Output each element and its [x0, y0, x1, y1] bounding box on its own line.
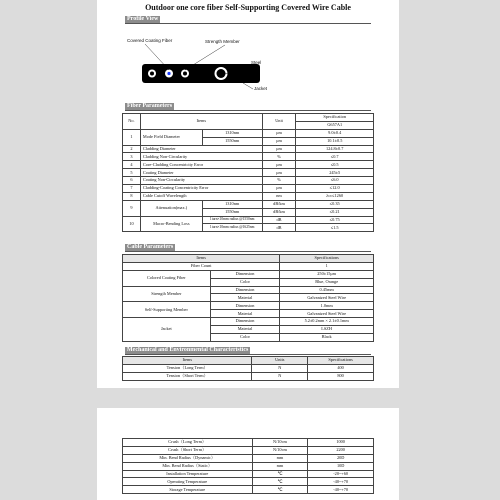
row-no: 3 — [123, 153, 141, 161]
row-no: 10 — [123, 216, 141, 232]
row-no: 4 — [123, 161, 141, 169]
row-spec: ≤0.35 — [296, 200, 374, 208]
row-unit: dB — [262, 224, 296, 232]
row-unit: N — [252, 372, 308, 380]
table-row — [123, 318, 374, 326]
row-spec: LSZH — [280, 326, 374, 334]
group-name: Strength Member — [123, 286, 211, 302]
row-item: Cladding Diameter — [140, 145, 262, 153]
row-spec: -40~+70 — [308, 478, 374, 486]
row-spec: 250±15μm — [280, 270, 374, 278]
document-page-2 — [97, 408, 399, 500]
row-spec: 1.0mm — [280, 302, 374, 310]
row-unit: μm — [262, 161, 296, 169]
row-sub: 1turn×10mm radius @1625nm — [202, 224, 262, 232]
row-key: Color — [210, 333, 280, 341]
row-key: Dimension — [210, 318, 280, 326]
header-items: Items — [123, 255, 280, 263]
row-unit: dB/km — [262, 208, 296, 216]
table-row — [123, 200, 374, 208]
row-spec: Galvanized Steel Wire — [280, 294, 374, 302]
row-item: Tension（Long Term） — [123, 364, 252, 372]
label-steel: Steel — [251, 60, 262, 65]
row-unit: ℃ — [252, 470, 308, 478]
table-row — [123, 286, 374, 294]
header-g657a1: G657A1 — [296, 121, 374, 129]
row-item: Core-Cladding Concentricity Error — [140, 161, 262, 169]
row-item: Storage Temperature — [123, 486, 253, 494]
row-spec: ≤0.75 — [296, 216, 374, 224]
document-title: Outdoor one core fiber Self-Supporting Covered Wire Cable — [145, 3, 351, 12]
row-unit: N/10cm — [252, 446, 308, 454]
row-spec: ≤1.5 — [296, 224, 374, 232]
table-row — [123, 470, 374, 478]
row-no: 9 — [123, 200, 141, 216]
row-item: Coating Diameter — [140, 169, 262, 177]
row-spec: -20~+60 — [308, 470, 374, 478]
row-item: Min. Bend Radius（Static） — [123, 462, 253, 470]
table-row — [123, 364, 374, 372]
row-spec: ≤0.21 — [296, 208, 374, 216]
section-fiber-parameters: Fiber Parameters — [127, 103, 173, 109]
row-unit: % — [262, 153, 296, 161]
table-row — [123, 177, 374, 185]
table-row — [123, 270, 374, 278]
row-unit: nm — [262, 192, 296, 200]
group-name: Self-Supporting Member — [123, 302, 211, 318]
table-row — [123, 478, 374, 486]
header-no: No. — [123, 114, 141, 130]
row-spec: 1000 — [308, 439, 374, 447]
row-key: Color — [210, 278, 280, 286]
mechanical-table — [122, 356, 374, 381]
header-specification: Specification — [296, 114, 374, 122]
group-name: Jacket — [123, 318, 211, 342]
table-row — [123, 262, 374, 270]
cable-parameters-table — [122, 254, 374, 342]
table-row — [123, 145, 374, 153]
row-spec: 9.0±0.4 — [296, 129, 374, 137]
header-unit: Unit — [262, 114, 296, 130]
row-no: 1 — [123, 129, 141, 145]
table-row — [123, 185, 374, 193]
row-unit: ℃ — [252, 486, 308, 494]
row-spec: Blue, Orange — [280, 278, 374, 286]
row-unit: mm — [252, 454, 308, 462]
row-spec: λcc≤1260 — [296, 192, 374, 200]
row-spec: 0.45mm — [280, 286, 374, 294]
row-item: Crush（Long Term） — [123, 439, 253, 447]
table-row — [123, 302, 374, 310]
table-row — [123, 216, 374, 224]
row-item: Fiber Count — [123, 262, 280, 270]
header-specifications: Specifications — [280, 255, 374, 263]
row-spec: 20D — [308, 454, 374, 462]
row-no: 5 — [123, 169, 141, 177]
table-row — [123, 372, 374, 380]
row-item: Min. Bend Radius（Dynamic） — [123, 454, 253, 462]
row-item: Operating Temperature — [123, 478, 253, 486]
label-covered-coating-fiber: Covered Coating Fiber — [127, 38, 173, 43]
row-spec: ≤0.5 — [296, 161, 374, 169]
row-unit: N/10cm — [252, 439, 308, 447]
row-unit: % — [262, 177, 296, 185]
row-spec: ≤0.7 — [296, 153, 374, 161]
table-row — [123, 462, 374, 470]
row-key: Dimension — [210, 302, 280, 310]
section-divider — [125, 110, 371, 111]
row-spec: 10D — [308, 462, 374, 470]
row-unit: dB — [262, 216, 296, 224]
row-spec: 124.8±0.7 — [296, 145, 374, 153]
row-key: Material — [210, 310, 280, 318]
cable-profile-diagram — [125, 34, 275, 94]
table-row — [123, 446, 374, 454]
header-items: Items — [140, 114, 262, 130]
row-no: 2 — [123, 145, 141, 153]
row-no: 8 — [123, 192, 141, 200]
section-divider — [125, 23, 371, 24]
table-row — [123, 161, 374, 169]
row-unit: N — [252, 364, 308, 372]
row-unit: μm — [262, 169, 296, 177]
row-item: Cable Cutoff Wavelength — [140, 192, 262, 200]
table-row — [123, 129, 374, 137]
row-item: Tension（Short Term） — [123, 372, 252, 380]
table-row — [123, 454, 374, 462]
table-row — [123, 169, 374, 177]
label-strength-member: Strength Member — [205, 39, 240, 44]
row-key: Material — [210, 326, 280, 334]
row-unit: μm — [262, 137, 296, 145]
row-sub: 1550nm — [202, 137, 262, 145]
table-row — [123, 439, 374, 447]
row-unit: dB/km — [262, 200, 296, 208]
section-mechanical-environmental: Mechanical and Environmental Characteristics — [127, 347, 249, 353]
row-sub: 1550nm — [202, 208, 262, 216]
fiber-parameters-table — [122, 113, 374, 232]
group-name: Colored Coating Fiber — [123, 270, 211, 286]
row-item: Macro-Bending Loss — [140, 216, 202, 232]
table-row — [123, 192, 374, 200]
row-item: Cladding Non-Circularity — [140, 153, 262, 161]
row-unit: μm — [262, 185, 296, 193]
row-spec: Galvanized Steel Wire — [280, 310, 374, 318]
mechanical-table-continued — [122, 438, 374, 494]
row-spec: -40~+70 — [308, 486, 374, 494]
row-key: Dimension — [210, 270, 280, 278]
table-row — [123, 486, 374, 494]
row-unit: ℃ — [252, 478, 308, 486]
row-item: Mode Field Diameter — [140, 129, 202, 145]
row-spec: ≤6.0 — [296, 177, 374, 185]
row-spec: Black — [280, 333, 374, 341]
row-item: Crush（Short Term） — [123, 446, 253, 454]
row-spec: 245±5 — [296, 169, 374, 177]
header-specifications: Specifications — [308, 357, 374, 365]
row-item: Coating Non-Circularity — [140, 177, 262, 185]
row-unit: μm — [262, 145, 296, 153]
row-sub: 1310nm — [202, 129, 262, 137]
header-items: Items — [123, 357, 252, 365]
row-spec: 800 — [308, 372, 374, 380]
row-item: Installation Temperature — [123, 470, 253, 478]
row-spec: 5.2±0.2mm × 2.1±0.1mm — [280, 318, 374, 326]
row-spec: 400 — [308, 364, 374, 372]
section-divider — [125, 251, 371, 252]
row-spec: 1 — [280, 262, 374, 270]
row-item: Cladding-Coating Concentricity Error — [140, 185, 262, 193]
row-unit: mm — [252, 462, 308, 470]
label-jacket: Jacket — [254, 86, 268, 91]
row-spec: 2200 — [308, 446, 374, 454]
table-row — [123, 153, 374, 161]
row-no: 7 — [123, 185, 141, 193]
row-spec: ≤12.0 — [296, 185, 374, 193]
row-unit: μm — [262, 129, 296, 137]
document-page-1 — [97, 0, 399, 388]
row-sub: 1turn×10mm radius @1550nm — [202, 216, 262, 224]
section-divider — [125, 354, 371, 355]
row-key: Material — [210, 294, 280, 302]
row-no: 6 — [123, 177, 141, 185]
row-key: Dimension — [210, 286, 280, 294]
section-profile-view: Profile View — [127, 16, 159, 22]
row-spec: 10.1±0.5 — [296, 137, 374, 145]
row-item: Attenuation(max.) — [140, 200, 202, 216]
header-units: Units — [252, 357, 308, 365]
row-sub: 1310nm — [202, 200, 262, 208]
section-cable-parameters: Cable Parameters — [127, 244, 174, 250]
